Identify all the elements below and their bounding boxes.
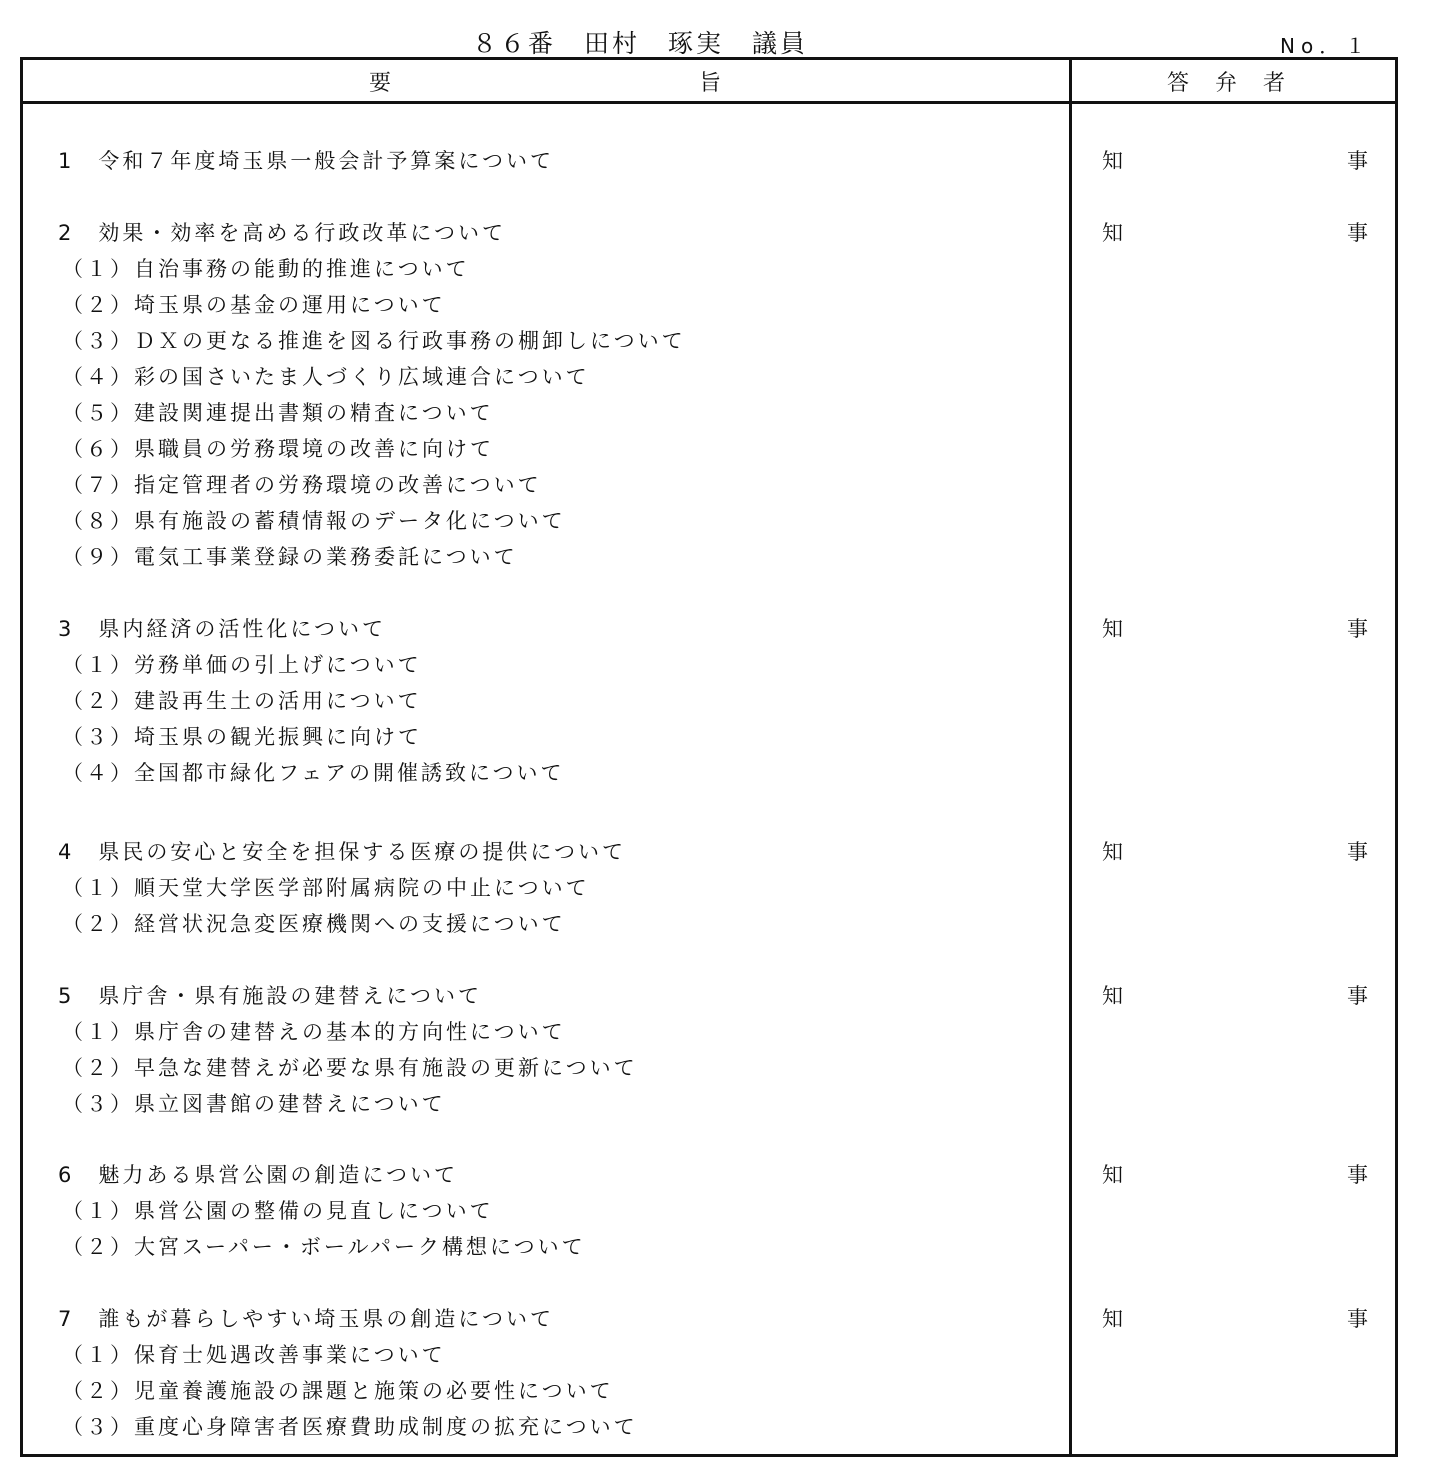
answerer-ji: 事 [1347, 984, 1368, 1008]
answerer-ji: 事 [1347, 1163, 1368, 1187]
question-subitem: （１）保育士処遇改善事業について [62, 1343, 446, 1367]
column-header-answerer: 答 弁 者 [1167, 71, 1288, 96]
header-divider [20, 101, 1398, 104]
question-subitem: （４）彩の国さいたま人づくり広域連合について [62, 365, 590, 389]
question-subitem: （７）指定管理者の労務環境の改善について [62, 473, 542, 497]
question-subitem: （１）県営公園の整備の見直しについて [62, 1199, 494, 1223]
answerer-ji: 事 [1347, 617, 1368, 641]
question-subitem: （５）建設関連提出書類の精査について [62, 401, 494, 425]
question-subitem: （３）ＤＸの更なる推進を図る行政事務の棚卸しについて [62, 329, 686, 353]
question-subitem: （２）大宮スーパー・ボールパーク構想について [62, 1235, 586, 1259]
column-header-summary-2: 旨 [699, 71, 722, 96]
question-subitem: （８）県有施設の蓄積情報のデータ化について [62, 509, 566, 533]
answerer-chi: 知 [1102, 1163, 1123, 1187]
question-subitem: （４）全国都市緑化フェアの開催誘致について [62, 761, 565, 785]
question-title: 6 魅力ある県営公園の創造について [58, 1163, 458, 1187]
document-title: ８６番 田村 琢実 議員 [471, 29, 808, 58]
question-title: 5 県庁舎・県有施設の建替えについて [58, 984, 482, 1008]
question-subitem: （１）労務単価の引上げについて [62, 653, 422, 677]
question-subitem: （２）埼玉県の基金の運用について [62, 293, 446, 317]
answerer-ji: 事 [1347, 149, 1368, 173]
question-subitem: （３）県立図書館の建替えについて [62, 1092, 446, 1116]
question-subitem: （２）早急な建替えが必要な県有施設の更新について [62, 1056, 638, 1080]
question-subitem: （３）重度心身障害者医療費助成制度の拡充について [62, 1415, 638, 1439]
question-subitem: （２）児童養護施設の課題と施策の必要性について [62, 1379, 614, 1403]
answerer-ji: 事 [1347, 1307, 1368, 1331]
question-title: 4 県民の安心と安全を担保する医療の提供について [58, 840, 626, 864]
question-subitem: （１）順天堂大学医学部附属病院の中止について [62, 876, 590, 900]
question-title: 2 効果・効率を高める行政改革について [58, 221, 506, 245]
question-title: 1 令和７年度埼玉県一般会計予算案について [58, 149, 554, 173]
answerer-chi: 知 [1102, 984, 1123, 1008]
answerer-ji: 事 [1347, 221, 1368, 245]
answerer-chi: 知 [1102, 149, 1123, 173]
page-number: No．１ [1280, 34, 1372, 58]
answerer-chi: 知 [1102, 221, 1123, 245]
question-subitem: （６）県職員の労務環境の改善に向けて [62, 437, 494, 461]
question-subitem: （２）建設再生土の活用について [62, 689, 422, 713]
question-subitem: （２）経営状況急変医療機関への支援について [62, 912, 566, 936]
answerer-chi: 知 [1102, 617, 1123, 641]
answerer-chi: 知 [1102, 840, 1123, 864]
question-subitem: （１）県庁舎の建替えの基本的方向性について [62, 1020, 566, 1044]
question-title: 3 県内経済の活性化について [58, 617, 386, 641]
question-title: 7 誰もが暮らしやすい埼玉県の創造について [58, 1307, 554, 1331]
column-header-summary-1: 要 [369, 71, 392, 96]
column-divider [1069, 57, 1072, 1457]
question-subitem: （３）埼玉県の観光振興に向けて [62, 725, 422, 749]
question-subitem: （９）電気工事業登録の業務委託について [62, 545, 518, 569]
question-subitem: （１）自治事務の能動的推進について [62, 257, 470, 281]
answerer-ji: 事 [1347, 840, 1368, 864]
answerer-chi: 知 [1102, 1307, 1123, 1331]
